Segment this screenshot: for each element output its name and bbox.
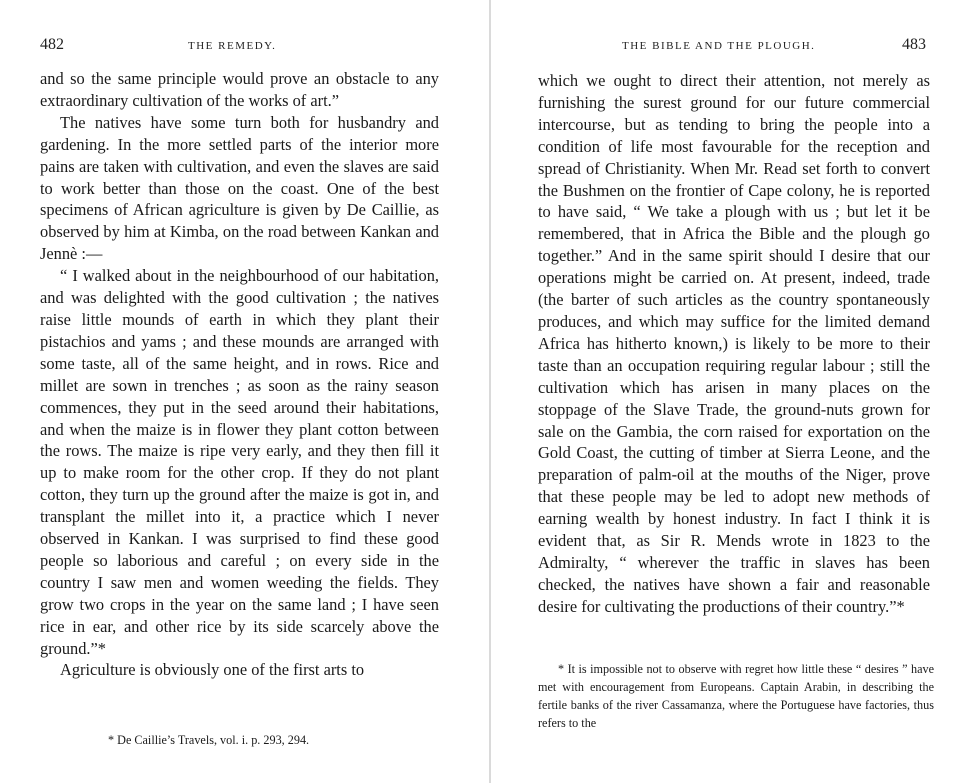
left-page-number: 482 <box>40 36 64 53</box>
left-paragraph-4: Agriculture is obviously one of the first arts to <box>60 660 365 680</box>
left-body-text <box>40 68 439 681</box>
right-page <box>490 0 980 783</box>
left-running-head: THE REMEDY. <box>188 40 277 52</box>
right-page-number: 483 <box>902 36 926 53</box>
left-footnote <box>108 731 408 749</box>
right-running-head: THE BIBLE AND THE PLOUGH. <box>622 40 816 52</box>
right-footnote-text: * It is impossible not to observe with regret how little these “ desires ” have met with encouragement from Europeans. Captain Arabin, in describing the fertile banks of the river Cassamanza, where the Portuguese have factories, thus refers to the <box>538 662 934 730</box>
left-paragraph-quote: “ I walked about in the neighbourhood of our habitation, and was delighted with the good cultivation ; the natives raise little mounds of earth in which they plant their pistachios and yams ; and these mounds are arranged with some taste, all of the same height, and in rows. Rice and millet are sown in trenches ; as soon as the rainy season commences, they put in the seed around their habitations, and when the maize is in flower they plant cotton between the rows. The maize is ripe very early, and they then fill it up to make room for the other crop. If they do not plant cotton, they turn up the ground after the maize is got in, and transplant the millet into it, a practice which I never observed in Kankan. I was surprised to find these good people so laborious and careful ; on every side in the country I saw men and women weeding the fields. They grow two crops in the year on the same land ; I have seen rice in ear, and other rice by its side scarcely above the ground.”* <box>40 266 439 658</box>
left-footnote-text: * De Caillie’s Travels, vol. i. p. 293, 294. <box>108 733 310 747</box>
right-footnote <box>538 660 934 732</box>
right-paragraph-1: which we ought to direct their attention, not merely as furnishing the surest ground for our future commercial intercourse, but as tending to bring the people into a condition of life most favourable for the reception and spread of Christianity. When Mr. Read set forth to convert the Bushmen on the frontier of Cape colony, he is reported to have said, “ We take a plough with us ; but let it be remembered, that in Africa the Bible and the plough go together.” And in the same spirit should I desire that our operations might be carried on. At present, indeed, trade (the barter of such articles as the country spontaneously produces, and which may suffice for the limited demand Africa has hitherto known,) is likely to be more to their taste than an occupation requiring regular labour ; still the cultivation which has arisen in many places on the stoppage of the Slave Trade, the ground-nuts grown for sale on the Gambia, the corn raised for exportation on the Gold Coast, the cutting of timber at Sierra Leone, and the preparation of palm-oil at the mouths of the Niger, prove that these people may be led to adopt new methods of earning wealth by honest industry. In fact I think it is evident that, as Sir R. Mends wrote in 1823 to the Admiralty, “ wherever the traffic in slaves has been checked, the natives have shown a fair and reasonable desire for cultivating the productions of their country.”* <box>538 71 930 616</box>
right-body-text <box>538 70 930 618</box>
left-paragraph-2: The natives have some turn both for husbandry and gardening. In the more settled parts of the interior more pains are taken with cultivation, and even the slaves are said to work better than those on the coast. One of the best specimens of African agriculture is given by De Caillie, as observed by him at Kimba, on the road between Kankan and Jennè :— <box>40 112 439 264</box>
left-paragraph-1: and so the same principle would prove an obstacle to any extraordinary cultivation of the works of art.” <box>40 69 439 110</box>
